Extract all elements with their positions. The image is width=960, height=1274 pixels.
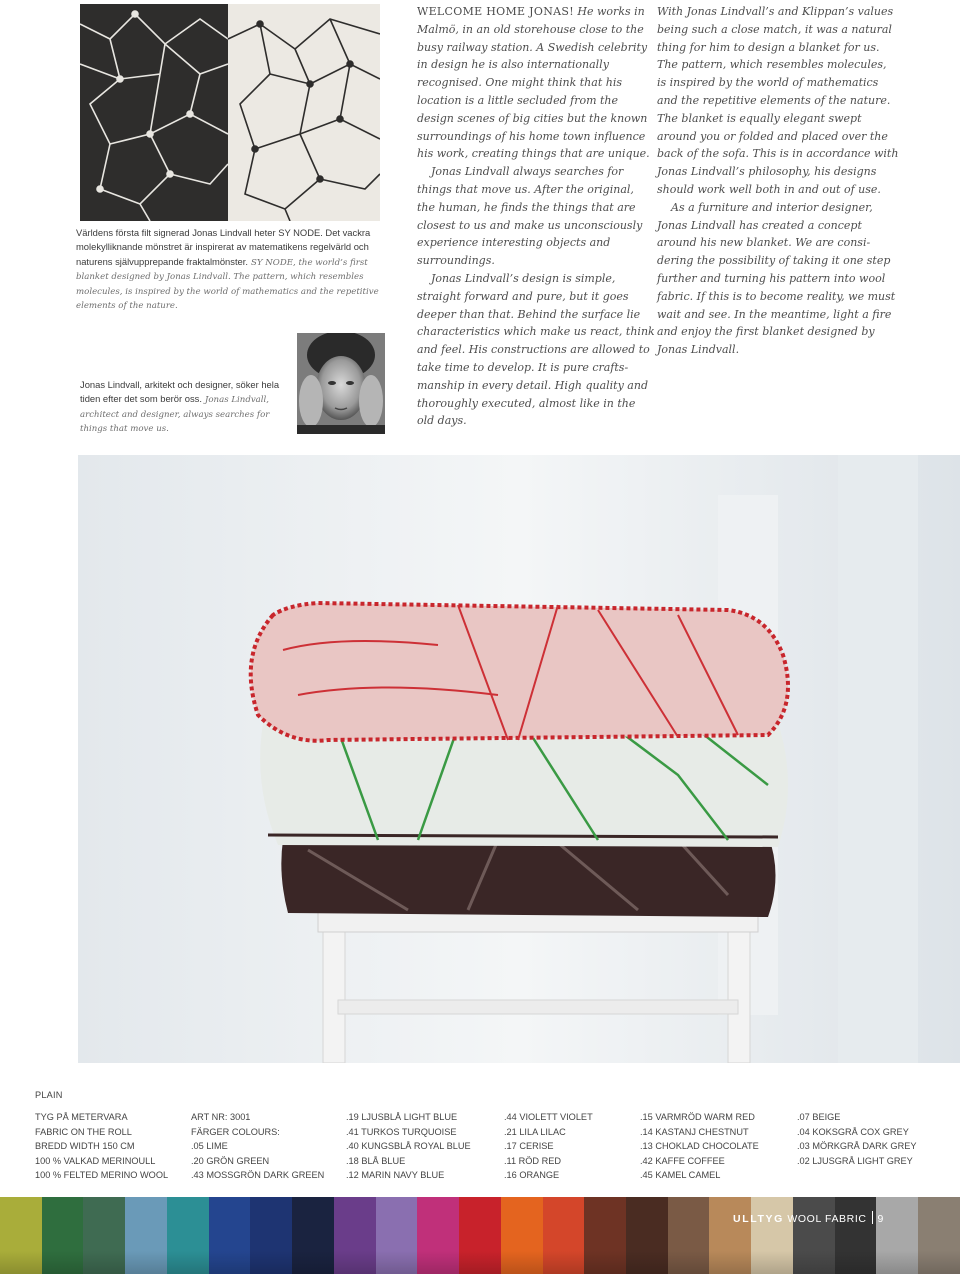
spec-column-1 — [35, 1110, 168, 1183]
caption-designer — [80, 378, 290, 437]
spec-column-2 — [191, 1110, 324, 1183]
folded-blankets-photo — [78, 455, 960, 1063]
spec-item: .21 LILA LILAC — [504, 1126, 566, 1137]
spec-item: .16 ORANGE — [504, 1170, 560, 1180]
caption-designer-swedish: Jonas Lindvall, arkitekt och designer, söker hela tiden efter det som berör oss. — [80, 379, 280, 405]
spec-item: ART NR: 3001 — [191, 1112, 251, 1122]
article-paragraph: As a furniture and interior designer, Jonas Lindvall has created a concept around his new blanket. We are consi-dering the possibility of taking it one step further and turning his pattern into wool fabric. If this is to become reality, we must wait and see. In the meantime, light a fire and enjoy the first blanket designed by Jonas Lindvall. — [657, 200, 896, 357]
fabric-swatch — [668, 1197, 710, 1274]
spec-item: .13 CHOKLAD CHOCOLATE — [640, 1141, 759, 1151]
fabric-swatch — [876, 1197, 918, 1274]
spec-column-3 — [346, 1110, 471, 1183]
spec-item: FABRIC ON THE ROLL — [35, 1126, 132, 1137]
fabric-swatch — [459, 1197, 501, 1274]
page-number: 9 — [877, 1213, 884, 1225]
molecule-pattern-graphic — [80, 4, 380, 221]
page-footer — [733, 1211, 884, 1225]
fabric-swatch — [334, 1197, 376, 1274]
pattern-image — [80, 4, 380, 221]
article-paragraph: With Jonas Lindvall’s and Klippan’s values being such a close match, it was a natural thing for him to design a blanket for us. The pattern, which resembles molecules, is inspired by the world of mathematics and the repetitive elements of the nature. The blanket is equally elegant swept around you or folded and placed over the back of the sofa. This is in accordance with Jonas Lindvall’s philosophy, his designs should work well both in and out of use. — [657, 5, 899, 196]
spec-column-5 — [640, 1110, 759, 1183]
spec-item: .14 KASTANJ CHESTNUT — [640, 1126, 749, 1137]
spec-columns — [35, 1110, 960, 1190]
spec-item: .07 BEIGE — [797, 1112, 841, 1122]
spec-item: .19 LJUSBLÅ LIGHT BLUE — [346, 1112, 458, 1122]
fabric-swatch — [250, 1197, 292, 1274]
spec-item: BREDD WIDTH 150 CM — [35, 1141, 135, 1151]
fabric-swatch — [167, 1197, 209, 1274]
spec-item: TYG PÅ METERVARA — [35, 1112, 128, 1122]
designer-portrait-photo — [297, 333, 385, 434]
spec-item: .17 CERISE — [504, 1141, 554, 1151]
spec-item: .03 MÖRKGRÅ DARK GREY — [797, 1141, 917, 1151]
caption-designer-english: Jonas Lindvall, architect and designer, always searches for things that move us. — [80, 395, 270, 435]
fabric-swatch — [709, 1197, 751, 1274]
spec-item: 100 % FELTED MERINO WOOL — [35, 1170, 169, 1180]
caption-pattern-english: SY NODE, the world’s first blanket designed by Jonas Lindvall. The pattern, which resembles molecules, is inspired by the world of mathematics and the repetitive elements of the nature. — [76, 257, 379, 312]
fabric-swatch — [584, 1197, 626, 1274]
caption-pattern — [76, 226, 386, 313]
fabric-swatch — [376, 1197, 418, 1274]
spec-item: .15 VARMRÖD WARM RED — [640, 1112, 755, 1122]
fabric-swatch — [125, 1197, 167, 1274]
spec-item: .43 MOSSGRÖN DARK GREEN — [191, 1170, 325, 1180]
footer-label: WOOL FABRIC — [787, 1213, 867, 1225]
spec-item: .41 TURKOS TURQUOISE — [346, 1126, 457, 1137]
spec-item: 100 % VALKAD MERINOULL — [35, 1155, 156, 1166]
fabric-swatch — [209, 1197, 251, 1274]
fabric-specification — [35, 1090, 960, 1190]
fabric-swatch — [42, 1197, 84, 1274]
fabric-swatch — [751, 1197, 793, 1274]
fabric-swatch — [918, 1197, 960, 1274]
footer-separator — [872, 1211, 873, 1224]
spec-item: FÄRGER COLOURS: — [191, 1126, 280, 1137]
spec-item: .18 BLÅ BLUE — [346, 1155, 406, 1166]
fabric-swatch-strip — [0, 1197, 960, 1274]
fabric-swatch — [83, 1197, 125, 1274]
fabric-swatch — [0, 1197, 42, 1274]
fabric-swatch — [543, 1197, 585, 1274]
article-lead-heading: WELCOME HOME JONAS! — [417, 5, 574, 18]
spec-item: .44 VIOLETT VIOLET — [504, 1112, 593, 1122]
fabric-swatch — [626, 1197, 668, 1274]
spec-item: .12 MARIN NAVY BLUE — [346, 1170, 445, 1180]
spec-heading: PLAIN — [35, 1090, 63, 1100]
article-text: He works in Malmö, in an old storehouse close to the busy railway station. A Swedish celebrity in design he is also internationally recognised. One might think that his location is a little secluded from the design scenes of big cities but the known surroundings of his home town influence his work, creating things that are unique. — [417, 5, 650, 161]
spec-item: .40 KUNGSBLÅ ROYAL BLUE — [346, 1141, 471, 1151]
footer-brand: ULLTYG — [733, 1213, 784, 1225]
spec-column-4 — [504, 1110, 593, 1183]
article-column-left — [417, 3, 655, 430]
article-column-right — [657, 3, 899, 359]
fabric-swatch — [835, 1197, 877, 1274]
caption-pattern-swedish: Världens första filt signerad Jonas Lindvall heter SY NODE. Det vackra molekylliknande mönstret är inspirerat av matematikens regelvärld och naturens självupprepande fraktalmönster. — [76, 227, 371, 267]
article-paragraph: Jonas Lindvall always searches for things that move us. After the original, the human, he finds the things that are closest to us and make us unconsciously experience interesting objects and surroundings. — [417, 165, 643, 268]
fabric-swatch — [501, 1197, 543, 1274]
spec-item: .42 KAFFE COFFEE — [640, 1155, 725, 1166]
fabric-swatch — [793, 1197, 835, 1274]
spec-item: .20 GRÖN GREEN — [191, 1155, 270, 1166]
fabric-swatch — [292, 1197, 334, 1274]
spec-item: .02 LJUSGRÅ LIGHT GREY — [797, 1155, 913, 1166]
spec-item: .04 KOKSGRÅ COX GREY — [797, 1126, 909, 1137]
spec-item: .45 KAMEL CAMEL — [640, 1170, 721, 1180]
spec-column-6 — [797, 1110, 916, 1168]
article-paragraph: Jonas Lindvall’s design is simple, straight forward and pure, but it goes deeper than that. Behind the surface lie characteristics which make us react, think and feel. His constructions are allowed to take time to develop. It is pure crafts-manship in every detail. High quality and thoroughly executed, almost like in the old days. — [417, 271, 655, 428]
fabric-swatch — [417, 1197, 459, 1274]
spec-item: .11 RÖD RED — [504, 1155, 562, 1166]
article-paragraph — [417, 3, 655, 163]
spec-item: .05 LIME — [191, 1141, 228, 1151]
